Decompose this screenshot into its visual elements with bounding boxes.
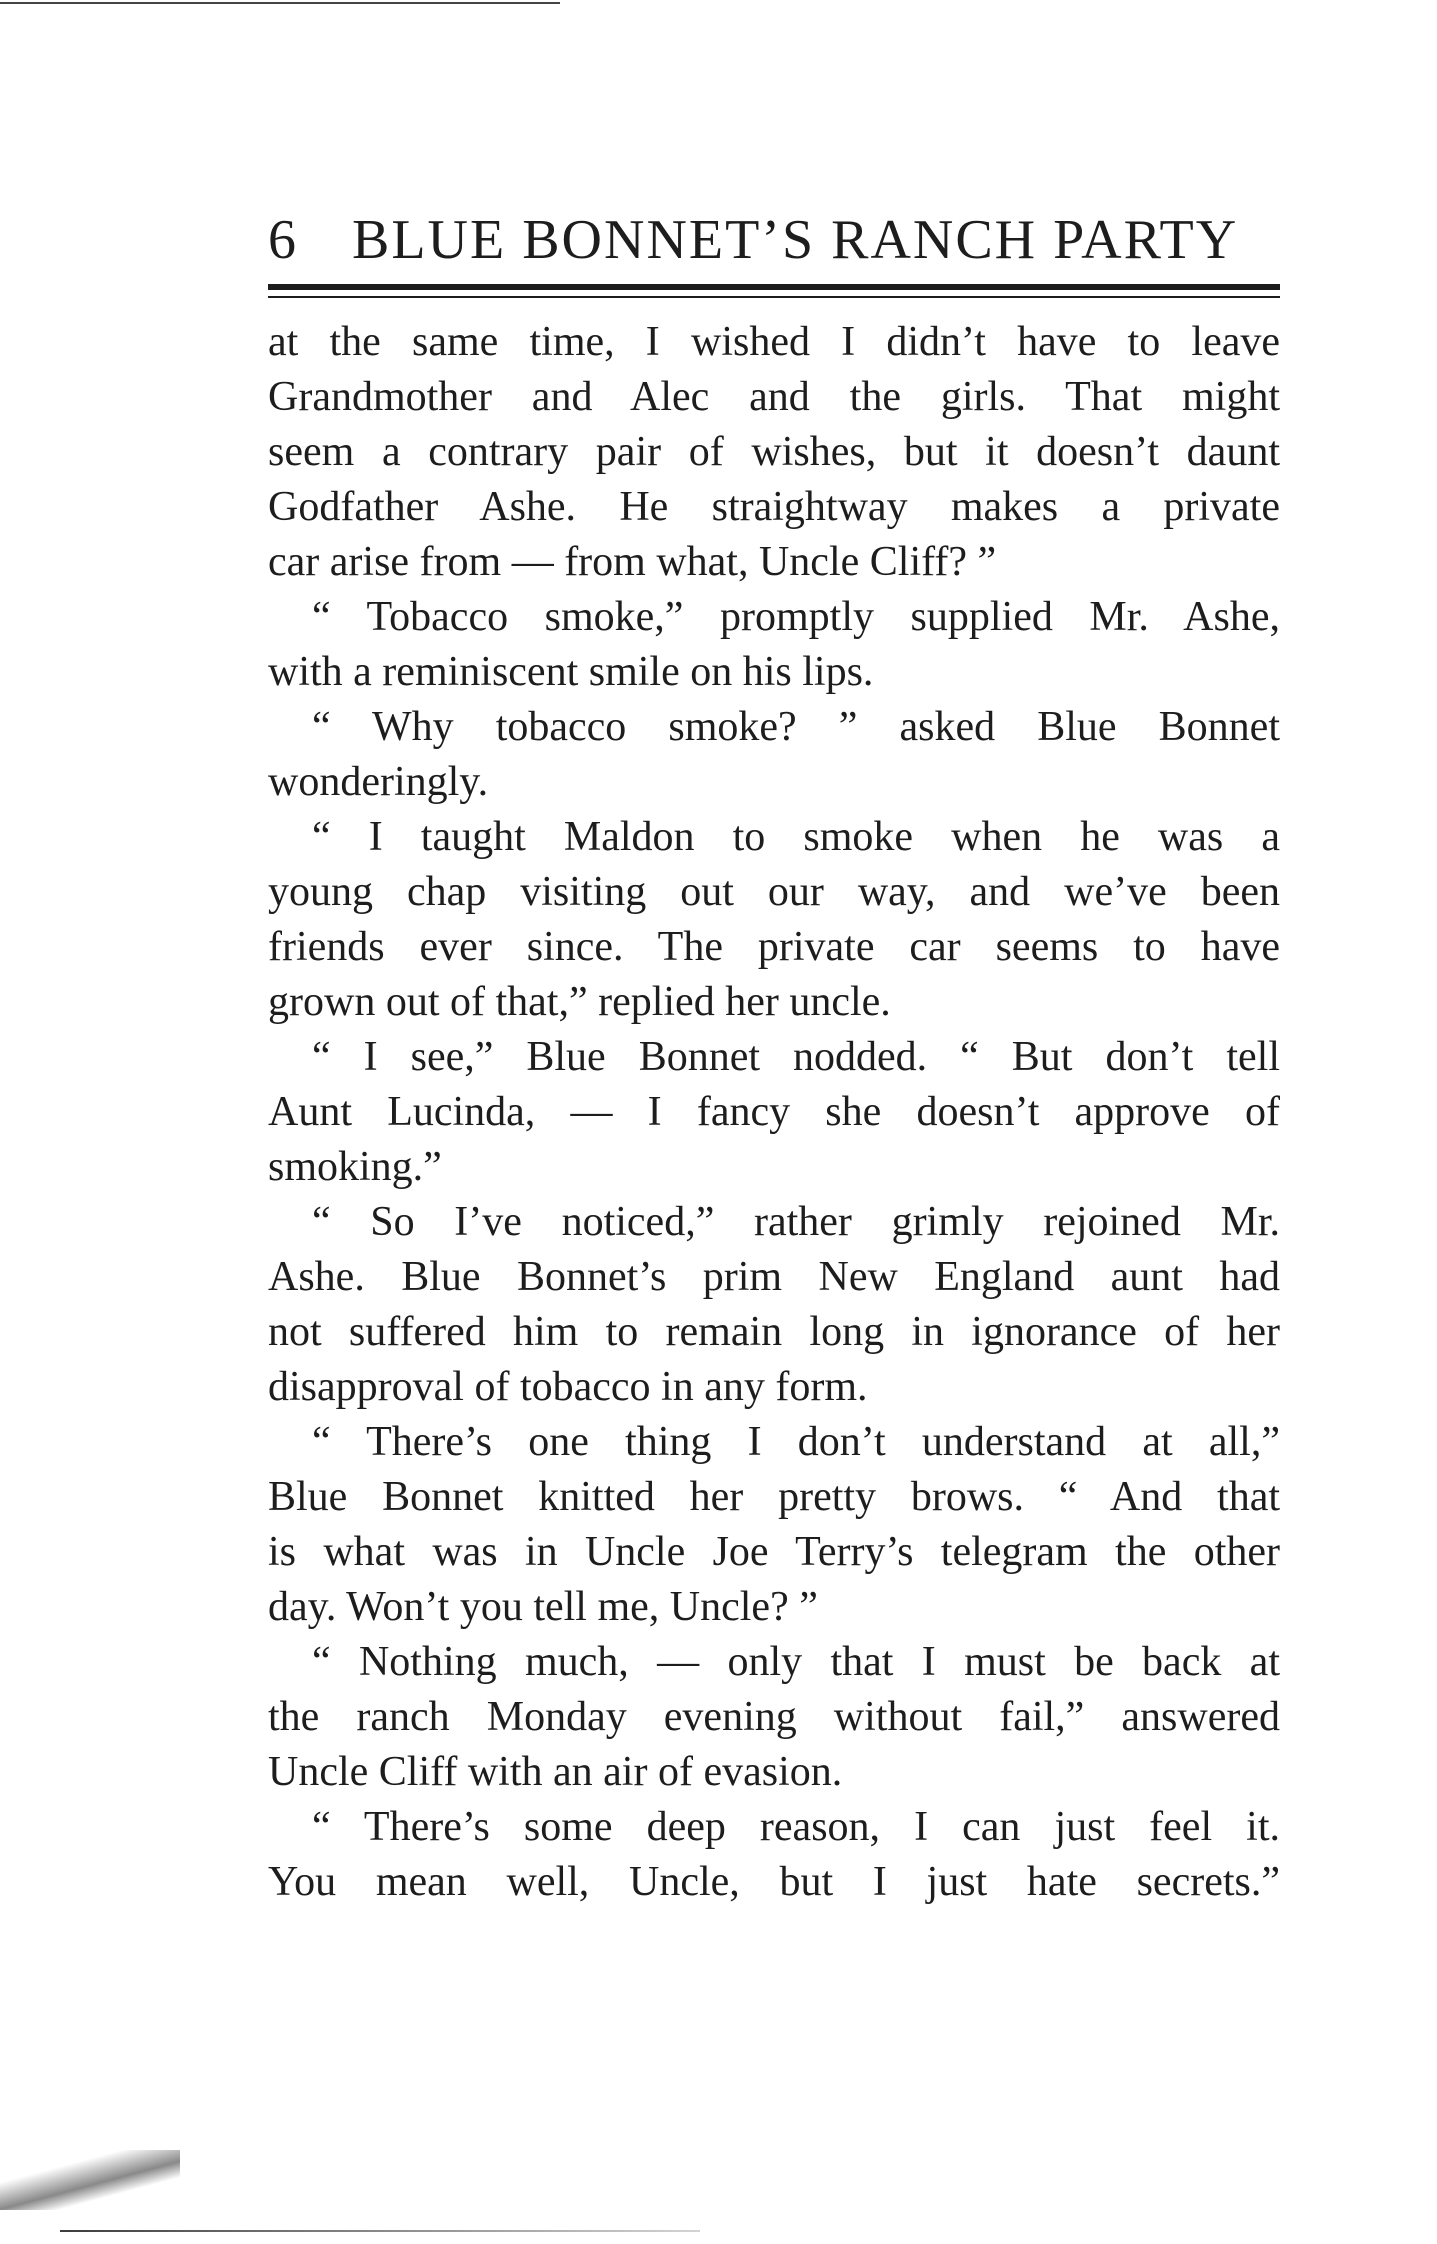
text-line: “ Tobacco smoke,” promptly supplied Mr. Ashe, — [312, 594, 1280, 640]
text-line: wonderingly. — [268, 759, 489, 805]
scan-smudge — [0, 2150, 180, 2210]
text-line: “ There’s some deep reason, I can just feel it. — [312, 1804, 1280, 1850]
running-head-title: BLUE BONNET’S RANCH PARTY — [352, 209, 1239, 271]
text-line: young chap visiting out our way, and we’ve been — [268, 869, 1280, 915]
text-line: “ Nothing much, — only that I must be back at — [312, 1639, 1280, 1685]
text-line: friends ever since. The private car seems to have — [268, 924, 1280, 970]
text-line: You mean well, Uncle, but I just hate secrets.” — [268, 1859, 1280, 1905]
scan-bottom-edge — [60, 2230, 700, 2232]
text-line: “ So I’ve noticed,” rather grimly rejoined Mr. — [312, 1199, 1280, 1245]
text-line: is what was in Uncle Joe Terry’s telegram the other — [268, 1529, 1280, 1575]
text-line: Ashe. Blue Bonnet’s prim New England aunt had — [268, 1254, 1280, 1300]
header-rule-thick — [268, 284, 1280, 290]
text-line: “ I taught Maldon to smoke when he was a — [312, 814, 1280, 860]
text-line: day. Won’t you tell me, Uncle? ” — [268, 1584, 818, 1630]
text-line: car arise from — from what, Uncle Cliff? ” — [268, 539, 997, 585]
text-line: grown out of that,” replied her uncle. — [268, 979, 891, 1025]
text-line: the ranch Monday evening without fail,” answered — [268, 1694, 1280, 1740]
text-line: Grandmother and Alec and the girls. That might — [268, 374, 1280, 420]
text-line: disapproval of tobacco in any form. — [268, 1364, 868, 1410]
text-line: at the same time, I wished I didn’t have to leave — [268, 319, 1280, 365]
text-line: “ There’s one thing I don’t understand at all,” — [312, 1419, 1280, 1465]
page-number: 6 — [268, 209, 297, 271]
text-line: Uncle Cliff with an air of evasion. — [268, 1749, 843, 1795]
page-header — [268, 200, 1280, 280]
header-rule-thin — [268, 296, 1280, 298]
scan-edge-line — [0, 2, 560, 4]
text-line: “ Why tobacco smoke? ” asked Blue Bonnet — [312, 704, 1280, 750]
text-line: Godfather Ashe. He straightway makes a private — [268, 484, 1280, 530]
text-line: Aunt Lucinda, — I fancy she doesn’t approve of — [268, 1089, 1280, 1135]
text-line: smoking.” — [268, 1144, 442, 1190]
text-line: with a reminiscent smile on his lips. — [268, 649, 874, 695]
text-line: “ I see,” Blue Bonnet nodded. “ But don’t tell — [312, 1034, 1280, 1080]
text-line: seem a contrary pair of wishes, but it doesn’t daunt — [268, 429, 1280, 475]
text-line: not suffered him to remain long in ignorance of her — [268, 1309, 1280, 1355]
body-text — [268, 315, 1280, 1910]
text-line: Blue Bonnet knitted her pretty brows. “ And that — [268, 1474, 1280, 1520]
